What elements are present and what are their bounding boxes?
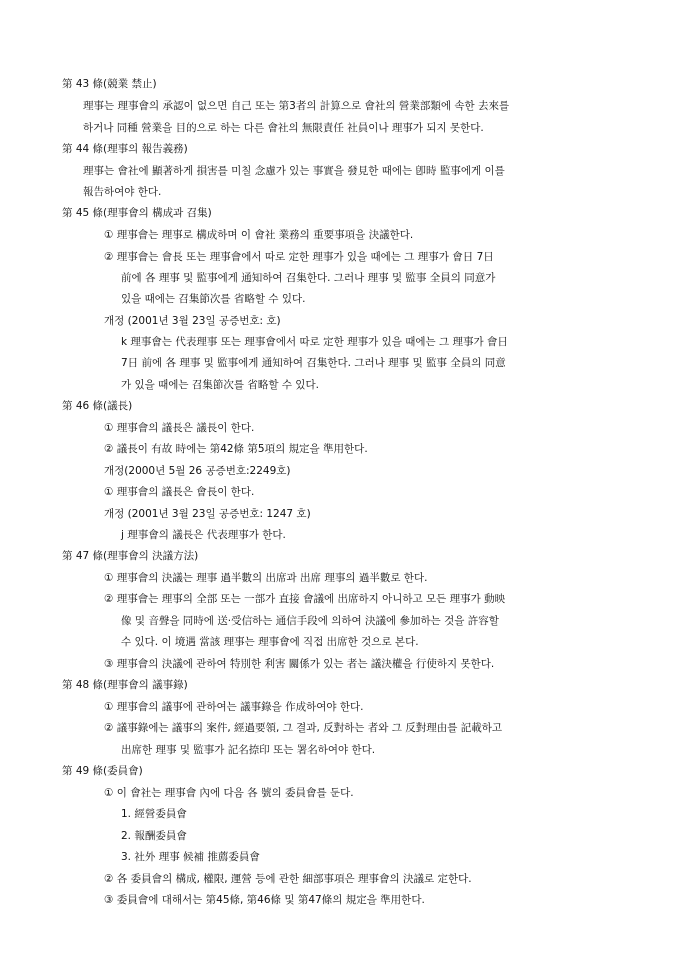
article-49-item-3: 3. 社外 理事 候補 推薦委員會 [121, 851, 260, 863]
article-49-clause-2: ② 各 委員會의 構成, 權限, 運營 등에 관한 細部事項은 理事會의 決議로 定한다. [104, 873, 472, 885]
article-43-text-line-1: 理事는 理事會의 承認이 없으면 自己 또는 第3者의 計算으로 會社의 營業部類에 속한 去來를 [83, 100, 510, 112]
article-48-title: 第 48 條(理事會의 議事錄) [62, 679, 188, 691]
article-47-clause-2-line-1: ② 理事會는 理事의 全部 또는 一部가 直接 會議에 出席하지 아니하고 모든 理事가 動映 [104, 593, 506, 605]
article-46-clause-1: ① 理事會의 議長은 議長이 한다. [104, 422, 255, 434]
article-45-clause-2-line-3: 있을 때에는 召集節次를 省略할 수 있다. [121, 293, 306, 305]
article-45-revision-note: 개정 (2001년 3월 23일 공증번호: 호) [104, 315, 281, 327]
article-44-text-line-1: 理事는 會社에 顯著하게 損害를 미칠 念慮가 있는 事實을 發見한 때에는 卽時 監事에게 이를 [83, 165, 505, 177]
article-49-clause-3: ③ 委員會에 대해서는 第45條, 第46條 및 第47條의 規定을 準用한다. [104, 894, 425, 906]
article-47-clause-1: ① 理事會의 決議는 理事 過半數의 出席과 出席 理事의 過半數로 한다. [104, 572, 428, 584]
article-45-revised-line-1: k 理事會는 代表理事 또는 理事會에서 따로 定한 理事가 있을 때에는 그 理事가 會日 [121, 336, 508, 348]
article-49-item-2: 2. 報酬委員會 [121, 830, 187, 842]
article-45-clause-2-line-2: 前에 各 理事 및 監事에게 通知하여 召集한다. 그러나 理事 및 監事 全員의 同意가 [121, 272, 496, 284]
article-45-revised-line-3: 가 있을 때에는 召集節次를 省略할 수 있다. [121, 379, 319, 391]
article-48-clause-1: ① 理事會의 議事에 관하여는 議事錄을 作成하여야 한다. [104, 701, 364, 713]
article-44-text-line-2: 報告하여야 한다. [83, 186, 162, 198]
article-49-clause-1: ① 이 會社는 理事會 內에 다음 各 號의 委員會를 둔다. [104, 787, 354, 799]
article-46-revised-clause-1: ① 理事會의 議長은 會長이 한다. [104, 486, 255, 498]
article-45-revised-line-2: 7日 前에 各 理事 및 監事에게 通知하여 召集한다. 그러나 理事 및 監事 全員의 同意 [121, 357, 506, 369]
article-47-clause-2-line-3: 수 있다. 이 境遇 當該 理事는 理事會에 직접 出席한 것으로 본다. [121, 636, 419, 648]
article-45-title: 第 45 條(理事會의 構成과 召集) [62, 207, 212, 219]
article-48-clause-2-line-1: ② 議事錄에는 議事의 案件, 經過要領, 그 결과, 反對하는 者와 그 反對理由를 記載하고 [104, 722, 502, 734]
article-43-title: 第 43 條(競業 禁止) [62, 78, 157, 90]
article-48-clause-2-line-2: 出席한 理事 및 監事가 記名捺印 또는 署名하여야 한다. [121, 744, 376, 756]
article-47-clause-2-line-2: 像 및 音聲을 同時에 送·受信하는 通信手段에 의하여 決議에 參加하는 것을 許容할 [121, 615, 499, 627]
article-47-title: 第 47 條(理事會의 決議方法) [62, 550, 199, 562]
article-46-revised-clause-2: j 理事會의 議長은 代表理事가 한다. [121, 529, 286, 541]
article-47-clause-3: ③ 理事會의 決議에 관하여 特別한 利害 關係가 있는 者는 議決權을 行使하지 못한다. [104, 658, 495, 670]
article-45-clause-2-line-1: ② 理事會는 會長 또는 理事會에서 따로 定한 理事가 있을 때에는 그 理事가 會日 7日 [104, 251, 494, 263]
article-49-title: 第 49 條(委員會) [62, 765, 143, 777]
article-46-title: 第 46 條(議長) [62, 400, 133, 412]
article-46-clause-2: ② 議長이 有故 時에는 第42條 第5項의 規定을 準用한다. [104, 443, 368, 455]
article-43-text-line-2: 하거나 同種 營業을 目的으로 하는 다른 會社의 無限責任 社員이나 理事가 되지 못한다. [83, 122, 484, 134]
article-45-clause-1: ① 理事會는 理事로 構成하며 이 會社 業務의 重要事項을 決議한다. [104, 229, 414, 241]
article-46-revision-note-1: 개정(2000년 5월 26 공증번호:2249호) [104, 465, 291, 477]
article-46-revision-note-2: 개정 (2001년 3월 23일 공증번호: 1247 호) [104, 508, 311, 520]
article-44-title: 第 44 條(理事의 報告義務) [62, 143, 188, 155]
article-49-item-1: 1. 經營委員會 [121, 808, 187, 820]
